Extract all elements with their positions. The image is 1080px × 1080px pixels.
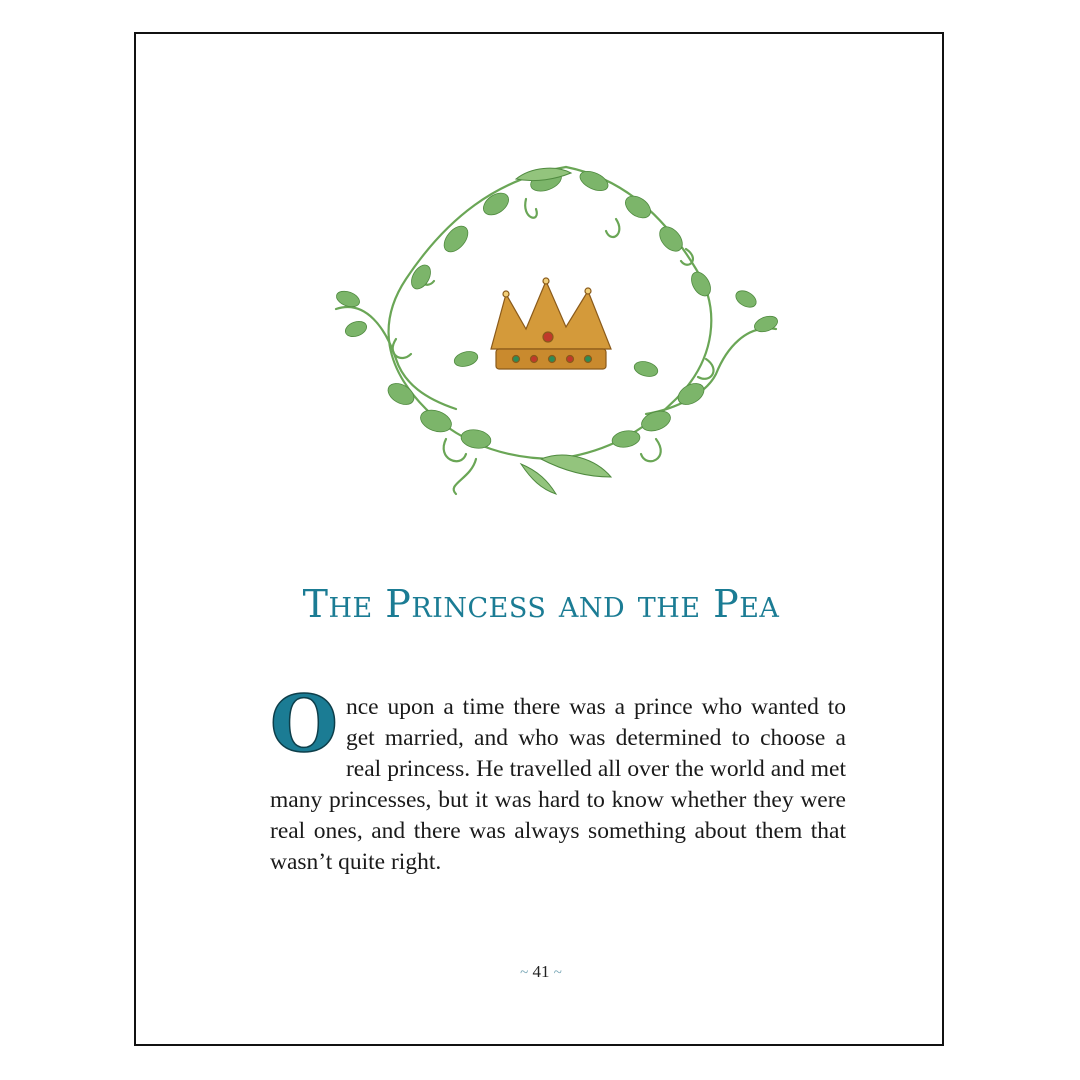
story-opening-paragraph [270,679,846,878]
drop-cap-letter: O [270,679,338,770]
story-title: The Princess and the Pea [302,582,780,626]
crown [491,278,611,369]
folio-ornament-left-icon: ~ [520,965,529,981]
page-number-footer [136,962,946,982]
paragraph-text: nce upon a time there was a prince who wanted to get married, and who was determined to choose a real princess. He travelled all over the world and met many princesses, but it was hard to know whether they were real ones, and there was always something about them that wasn’t quite right. [270,694,846,875]
crown-in-pea-vine-wreath-icon [326,159,786,499]
folio-ornament-right-icon: ~ [553,965,562,981]
page-number: 41 [532,962,550,981]
book-page [134,32,944,1046]
